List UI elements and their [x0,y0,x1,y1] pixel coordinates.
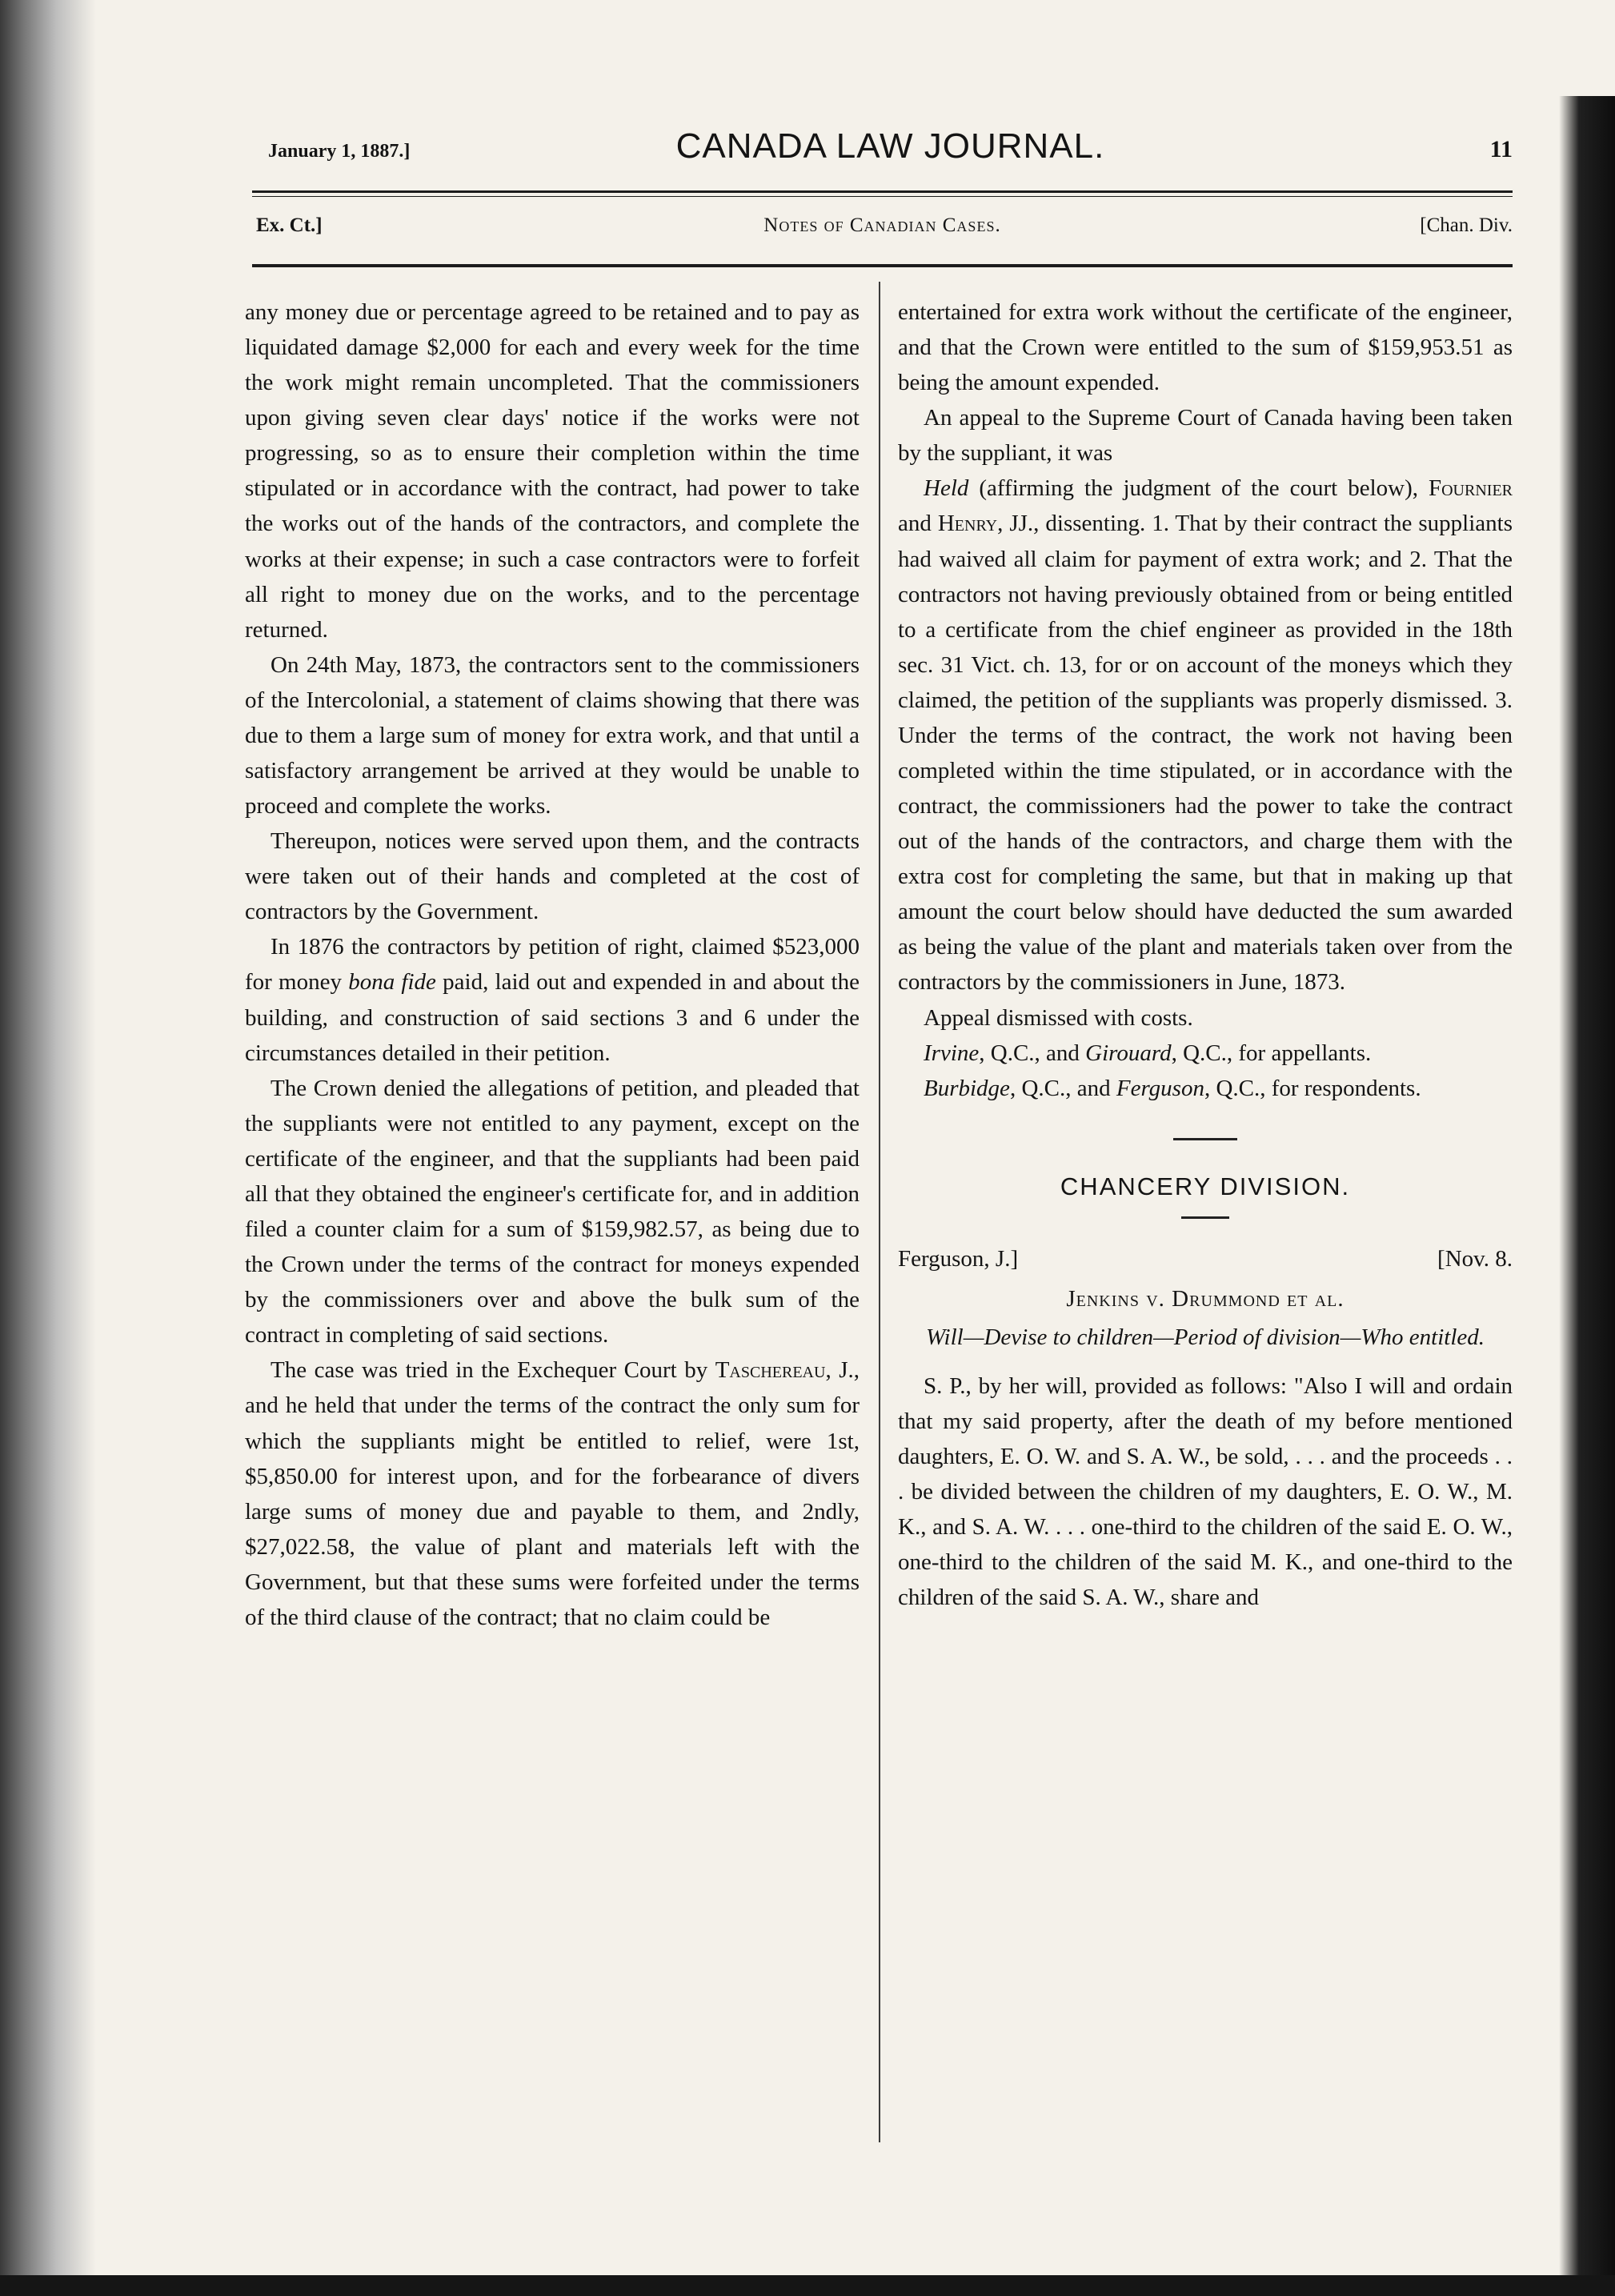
paragraph: entertained for extra work without the certificate of the engineer, and that the Crown were entitled to the sum of $159,953.51 as being the amount expended. [898,299,1513,396]
scan-edge-left [0,0,96,2296]
section-title: Notes of Canadian Cases. [763,214,1001,236]
text-run: The case was tried in the Exchequer Court by [271,1357,715,1384]
held-label: Held [924,475,969,502]
issue-date: January 1, 1887.] [268,141,411,162]
text-run: , Q.C., and [979,1040,1086,1066]
text-run: , JJ., dissenting. 1. That by their contract the suppliants had waived all claim for payment of extra work; and 2. That the contractors not having previously obtained from or being entitled to a certificate from the chief engineer as provided in the 18th sec. 31 Vict. ch. 13, for or on account of the moneys which they claimed, the petition of the suppliants was properly dismissed. 3. Under the terms of the contract, the work not having been completed within the time stipulated, or in accordance with the contract, the commissioners had the power to take the contract out of the hands of the contractors, and charge them with the extra cost for completing the same, but that in making up that amount the court below should have deducted the sum awarded as being the value of the plant and materials taken over from the contractors by the commissioners in June, 1873. [898,511,1513,996]
division-heading: CHANCERY DIVISION. [1060,1172,1351,1200]
paragraph: S. P., by her will, provided as follows: "Also I will and ordain that my said property, after the death of my before mentioned daughters, E. O. W. and S. A. W., be sold, . . . and the proceeds . . . be divided between the children of my daughters, E. O. W., M. K., and S. A. W. . . . one-third to the children of the said E. O. W., one-third to the children of the said M. K., and one-third to the children of the said S. A. W., share and [898,1372,1513,1611]
subhead-rule [252,264,1513,267]
judge-name: Fournier [1428,475,1513,502]
paragraph [245,929,860,1070]
decision-date: [Nov. 8. [1437,1245,1513,1272]
paragraph: On 24th May, 1873, the contractors sent to the commissioners of the Intercolonial, a statement of claims showing that there was due to them a large sum of money for extra work, and that until a satisfactory arrangement be arrived at they would be unable to proceed and complete the works. [245,651,860,819]
text-run: and [898,511,938,537]
counsel-line [898,1071,1513,1106]
court-abbrev-right: [Chan. Div. [1420,214,1513,236]
text-run: In 1876 the contractors by petition of right, claimed $523,000 for money [245,934,860,996]
judge-name-left: Ferguson, J.] [898,1245,1019,1272]
paragraph: Thereupon, notices were served upon them, and the contracts were taken out of their hands and completed at the cost of contractors by the Government. [245,828,860,925]
court-abbrev-left: Ex. Ct.] [256,214,323,236]
judge-name: Henry [937,511,998,537]
text-run: , Q.C., for appellants. [1171,1040,1372,1066]
text-run: , Q.C., for respondents. [1204,1075,1421,1101]
scan-edge-right [1559,96,1615,2296]
counsel-line [898,1036,1513,1071]
left-column [245,295,860,1635]
paragraph: An appeal to the Supreme Court of Canada having been taken by the suppliant, it was [898,405,1513,467]
journal-title: CANADA LAW JOURNAL. [675,126,1105,166]
judge-line [898,1241,1513,1278]
paragraph [245,1352,860,1635]
catchwords: Will—Devise to children—Period of division—Who entitled. [925,1324,1485,1350]
running-head [268,126,1513,174]
italic-phrase: bona fide [348,969,436,996]
judge-name: Taschereau [715,1357,826,1384]
paragraph: any money due or percentage agreed to be retained and to pay as liquidated damage $2,000 for each and every week for the time the work might remain uncompleted. That the commissioners upon giving seven clear days' notice if the works were not progressing, so as to ensure their completion within the time stipulated or in accordance with the contract, had power to take the works out of the hands of the contractors, and complete the works at their expense; in such a case contractors were to forfeit all right to money due on the works, and to the percentage returned. [245,299,860,643]
scan-edge-bottom [0,2275,1615,2296]
text-run: , Q.C., and [1009,1075,1116,1101]
heading-rule [1181,1216,1229,1219]
header-double-rule [252,190,1513,197]
counsel-name: Irvine [924,1040,980,1066]
section-separator [1173,1138,1237,1140]
text-run: , J., and he held that under the terms of the contract the only sum for which the suppliants might be entitled to relief, were 1st, $5,850.00 for interest upon, and for the forbearance of divers large sums of money due and payable to them, and 2ndly, $27,022.58, the value of plant and materials left with the Government, but that these sums were forfeited under the terms of the third clause of the contract; that no claim could be [245,1357,860,1630]
counsel-name: Burbidge [924,1075,1010,1101]
counsel-name: Girouard [1085,1040,1172,1066]
column-divider [879,282,880,2142]
case-title: Jenkins v. Drummond et al. [1066,1285,1344,1312]
paragraph [898,471,1513,1000]
section-subhead [252,214,1513,246]
page-number: 11 [1489,136,1513,162]
right-column [898,295,1513,1615]
text-run: paid, laid out and expended in and about the building, and construction of said sections 3 and 6 under the circumstances detailed in their petition. [245,969,860,1066]
counsel-name: Ferguson [1116,1075,1204,1101]
paragraph: Appeal dismissed with costs. [924,1004,1193,1031]
text-run: (affirming the judgment of the court below), [968,475,1429,502]
paragraph: The Crown denied the allegations of petition, and pleaded that the suppliants were not entitled to any payment, except on the certificate of the engineer, and that the suppliants had been paid all that they obtained the engineer's certificate for, and in addition filed a counter claim for a sum of $159,982.57, as being due to the Crown under the terms of the contract for moneys expended by the commissioners over and above the bulk sum of the contract in completing of said sections. [245,1075,860,1348]
